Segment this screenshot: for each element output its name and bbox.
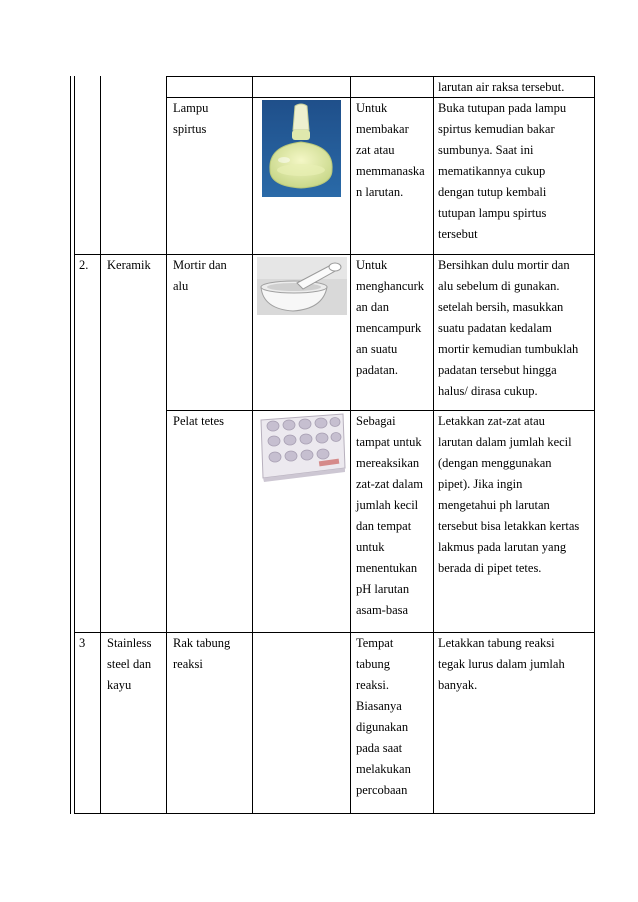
bahan-cell [107,633,151,696]
table-left-border [74,76,75,814]
mortar-pestle-image [257,257,347,315]
cell-line: Lampu [173,101,209,115]
cell-line: menentukan [356,561,418,575]
cell-line: memmanaska [356,164,425,178]
cell-line: larutan air raksa tersebut. [438,80,565,94]
cell-line: Sebagai [356,414,396,428]
cell-line: dan tempat [356,519,412,533]
column-divider [433,76,434,814]
cell-line: asam-basa [356,603,409,617]
cell-line: suatu padatan kedalam [438,321,552,335]
cell-line: mengetahui ph larutan [438,498,550,512]
cell-line: padatan. [356,363,398,377]
cell-line: steel dan [107,657,152,671]
cell-line: Tempat [356,636,394,650]
column-divider [350,76,351,814]
alat-cell [173,98,208,140]
cara-cell [438,77,564,98]
cell-line: mortir kemudian tumbuklah [438,342,579,356]
cell-line: tabung [356,657,391,671]
cell-line: percobaan [356,783,408,797]
cell-line: Pelat tetes [173,414,225,428]
cell-line: mencampurk [356,321,422,335]
cell-line: (dengan menggunakan [438,456,552,470]
cell-line: Keramik [107,258,151,272]
cara-cell [438,98,566,245]
fungsi-cell [356,98,425,203]
cell-line: spirtus [173,122,207,136]
cell-line: reaksi. [356,678,389,692]
no-cell [79,633,85,654]
cara-cell [438,633,565,696]
cell-line: larutan dalam jumlah kecil [438,435,572,449]
alat-cell [173,411,224,432]
cell-line: 2. [79,258,89,272]
table-right-border [594,76,595,814]
bahan-cell [107,255,151,276]
cell-line: n larutan. [356,185,404,199]
cara-cell [438,255,578,402]
cell-line: banyak. [438,678,478,692]
cell-line: setelah bersih, masukkan [438,300,564,314]
cell-line: mereaksikan [356,456,420,470]
cell-line: 3 [79,636,86,650]
cell-line: lakmus pada larutan yang [438,540,567,554]
cell-line: Mortir dan [173,258,227,272]
cell-line: Bersihkan dulu mortir dan [438,258,570,272]
cell-line: tutupan lampu spirtus [438,206,547,220]
cell-line: halus/ dirasa cukup. [438,384,538,398]
cell-line: Untuk [356,258,388,272]
cell-line: Buka tutupan pada lampu [438,101,567,115]
cell-line: alu [173,279,189,293]
spot-plate-image [257,412,347,482]
cell-line: membakar [356,122,409,136]
cell-line: menghancurk [356,279,425,293]
cell-line: pipet). Jika ingin [438,477,523,491]
cell-line: sumbunya. Saat ini [438,143,534,157]
fungsi-cell [356,411,423,621]
cell-line: an suatu [356,342,398,356]
cell-line: mematikannya cukup [438,164,546,178]
cara-cell [438,411,579,579]
spirit-lamp-image [262,100,341,197]
cell-line: digunakan [356,720,409,734]
fungsi-cell [356,255,424,381]
cell-line: Biasanya [356,699,402,713]
no-cell [79,255,88,276]
cell-line: dengan tutup kembali [438,185,547,199]
cell-line: pH larutan [356,582,410,596]
column-divider [166,76,167,814]
cell-line: Letakkan zat-zat atau [438,414,545,428]
cell-line: melakukan [356,762,411,776]
cell-line: Untuk [356,101,388,115]
cell-line: Rak tabung [173,636,231,650]
cell-line: zat atau [356,143,395,157]
table-left-outer-border [70,76,71,814]
cell-line: padatan tersebut hingga [438,363,557,377]
column-divider [100,76,101,814]
alat-cell [173,255,227,297]
cell-line: tampat untuk [356,435,422,449]
cell-line: Letakkan tabung reaksi [438,636,555,650]
cell-line: tersebut [438,227,478,241]
cell-line: alu sebelum di gunakan. [438,279,560,293]
cell-line: jumlah kecil [356,498,419,512]
cell-line: an dan [356,300,389,314]
cell-line: Stainless [107,636,152,650]
fungsi-cell [356,633,411,801]
cell-line: zat-zat dalam [356,477,423,491]
cell-line: pada saat [356,741,403,755]
cell-line: berada di pipet tetes. [438,561,542,575]
cell-line: tersebut bisa letakkan kertas [438,519,580,533]
cell-line: tegak lurus dalam jumlah [438,657,565,671]
cell-line: reaksi [173,657,203,671]
column-divider [252,76,253,814]
table-bottom-border [74,813,595,814]
alat-cell [173,633,230,675]
cell-line: spirtus kemudian bakar [438,122,555,136]
cell-line: kayu [107,678,132,692]
cell-line: untuk [356,540,385,554]
